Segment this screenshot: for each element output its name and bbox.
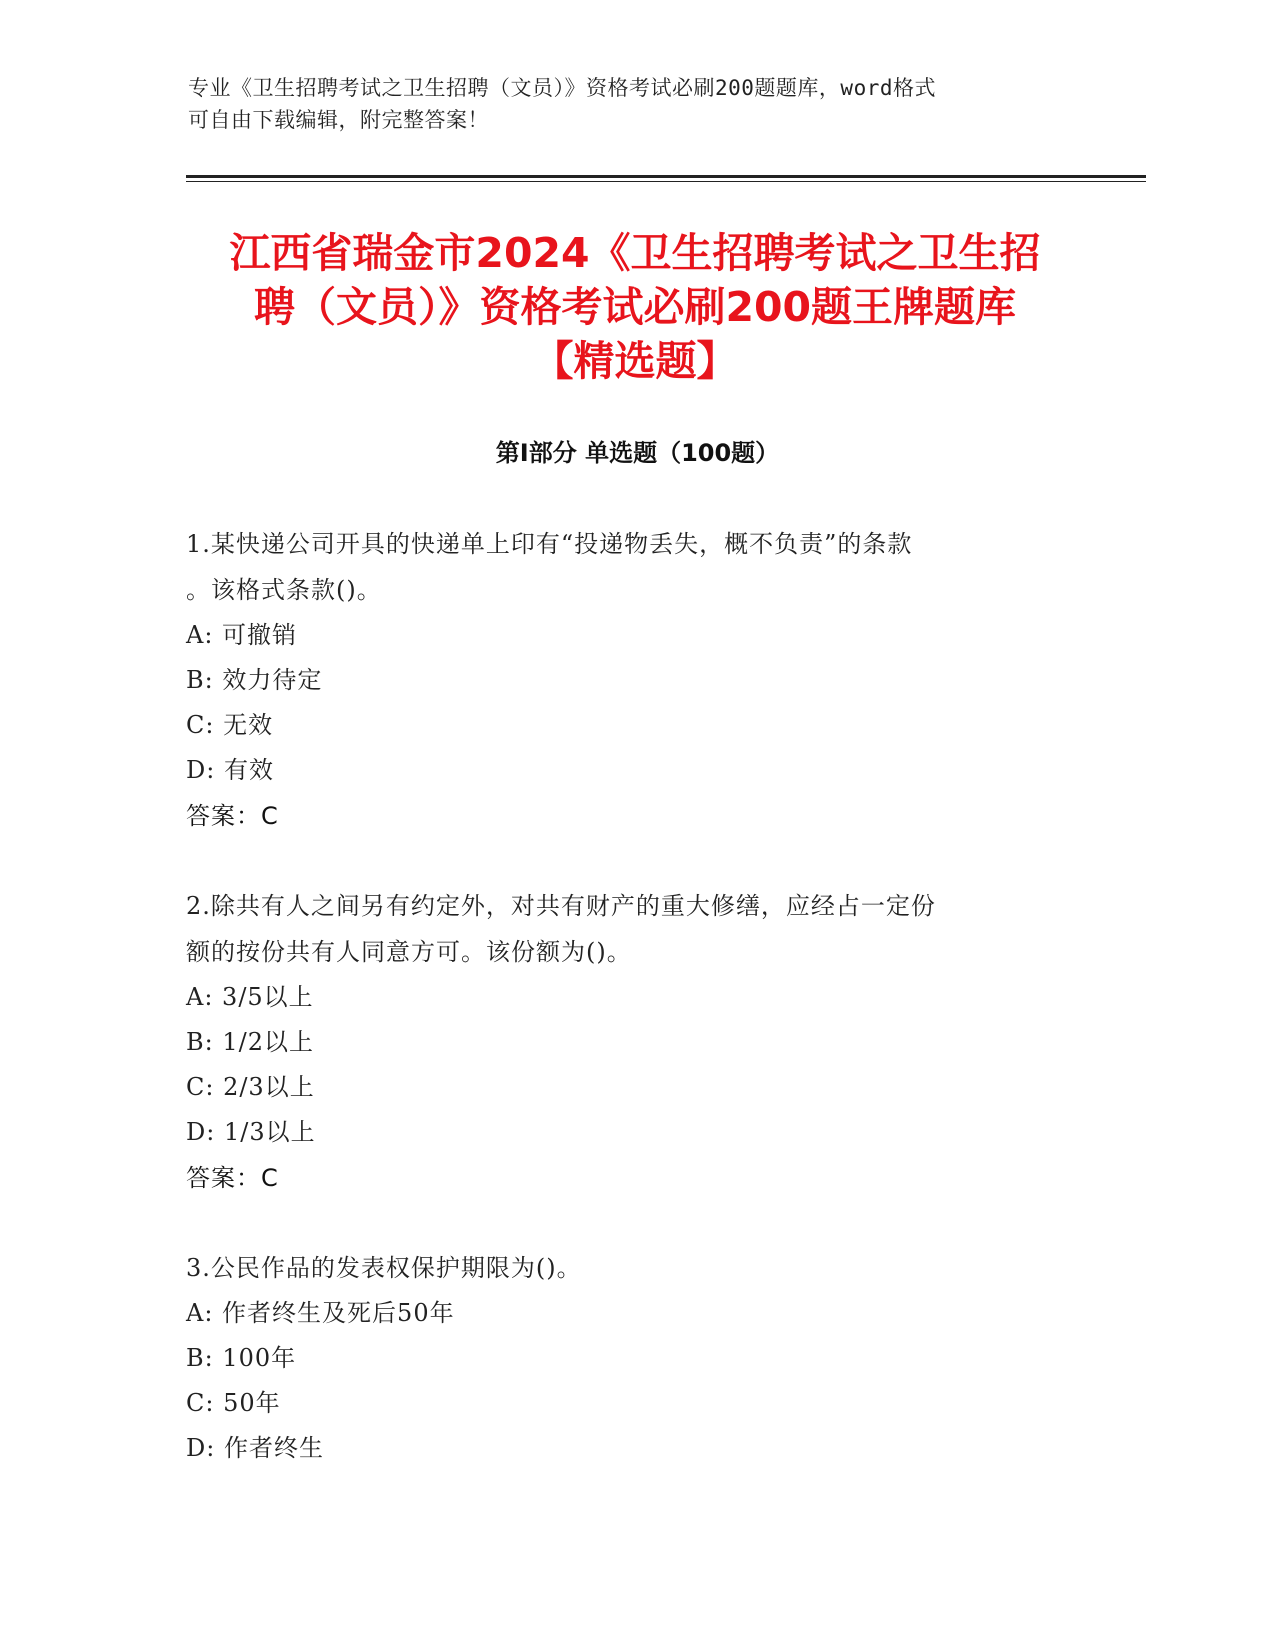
header-note-line-2: 可自由下载编辑，附完整答案！ [188,108,489,132]
option-b: B: 效力待定 [186,666,323,694]
document-title-line-1: 江西省瑞金市2024《卫生招聘考试之卫生招 [229,229,1041,277]
option-c: C: 50年 [186,1389,281,1417]
answer: 答案：C [186,1164,279,1192]
header-divider-thick [186,175,1146,178]
header-divider-thin [186,181,1146,182]
option-c: C: 无效 [186,711,274,739]
question-stem-line-1: 1.某快递公司开具的快递单上印有“投递物丢失，概不负责”的条款 [186,530,913,558]
option-b: B: 1/2以上 [186,1028,314,1056]
section-title: 第Ⅰ部分 单选题（100题） [495,439,780,467]
option-a: A: 3/5以上 [186,983,314,1011]
question-2 [186,883,1066,1201]
header-note [188,72,1088,136]
option-a: A: 作者终生及死后50年 [186,1299,455,1327]
option-a: A: 可撤销 [186,621,298,649]
option-d: D: 有效 [186,756,274,784]
option-d: D: 1/3以上 [186,1118,316,1146]
option-c: C: 2/3以上 [186,1073,315,1101]
option-d: D: 作者终生 [186,1434,324,1462]
question-stem-line-1: 2.除共有人之间另有约定外，对共有财产的重大修缮，应经占一定份 [186,892,936,920]
document-title-line-2: 聘（文员）》资格考试必刷200题王牌题库 [253,283,1017,331]
option-b: B: 100年 [186,1344,297,1372]
header-note-line-1: 专业《卫生招聘考试之卫生招聘（文员）》资格考试必刷200题题库，word格式 [188,76,936,100]
answer: 答案：C [186,802,279,830]
document-title-line-3: 【精选题】 [532,337,738,385]
question-stem-line-2: 。该格式条款()。 [186,576,382,604]
question-stem-line-1: 3.公民作品的发表权保护期限为()。 [186,1254,582,1282]
document-title [170,226,1100,388]
question-stem-line-2: 额的按份共有人同意方可。该份额为()。 [186,938,632,966]
question-3 [186,1245,1066,1471]
question-1 [186,521,1066,839]
